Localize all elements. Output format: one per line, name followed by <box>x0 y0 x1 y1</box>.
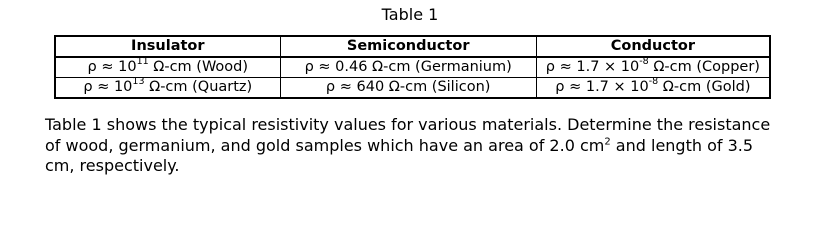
cell-conductor-gold: $\rho \approx 1.7 \times 10^{-8}$ Ω-cm (Gold) <box>536 78 770 99</box>
header-conductor: Conductor <box>536 36 770 57</box>
cell-semiconductor-germanium: ρ ≈ 0.46 Ω-cm (Germanium) <box>280 57 536 78</box>
cell-insulator-wood: $\rho \approx 10^{11}$ Ω-cm (Wood) <box>55 57 280 78</box>
question-text: Table 1 shows the typical resistivity values for various materials. Determine the resistance of wood, germanium, and gold samples which have an area of 2.0 $cm^2$ and length of 3.5 cm, respectively. <box>45 115 771 175</box>
table-header-row <box>55 36 770 57</box>
header-insulator: Insulator <box>55 36 280 57</box>
header-semiconductor: Semiconductor <box>280 36 536 57</box>
table-caption: Table 1 <box>381 5 439 24</box>
cell-conductor-copper: $\rho \approx 1.7 \times 10^{-8}$ Ω-cm (Copper) <box>536 57 770 78</box>
table-row <box>55 57 770 78</box>
cell-insulator-quartz: $\rho \approx 10^{13}$ Ω-cm (Quartz) <box>55 78 280 99</box>
cell-semiconductor-silicon: ρ ≈ 640 Ω-cm (Silicon) <box>280 78 536 99</box>
table-row <box>55 78 770 99</box>
resistivity-table <box>54 35 771 99</box>
